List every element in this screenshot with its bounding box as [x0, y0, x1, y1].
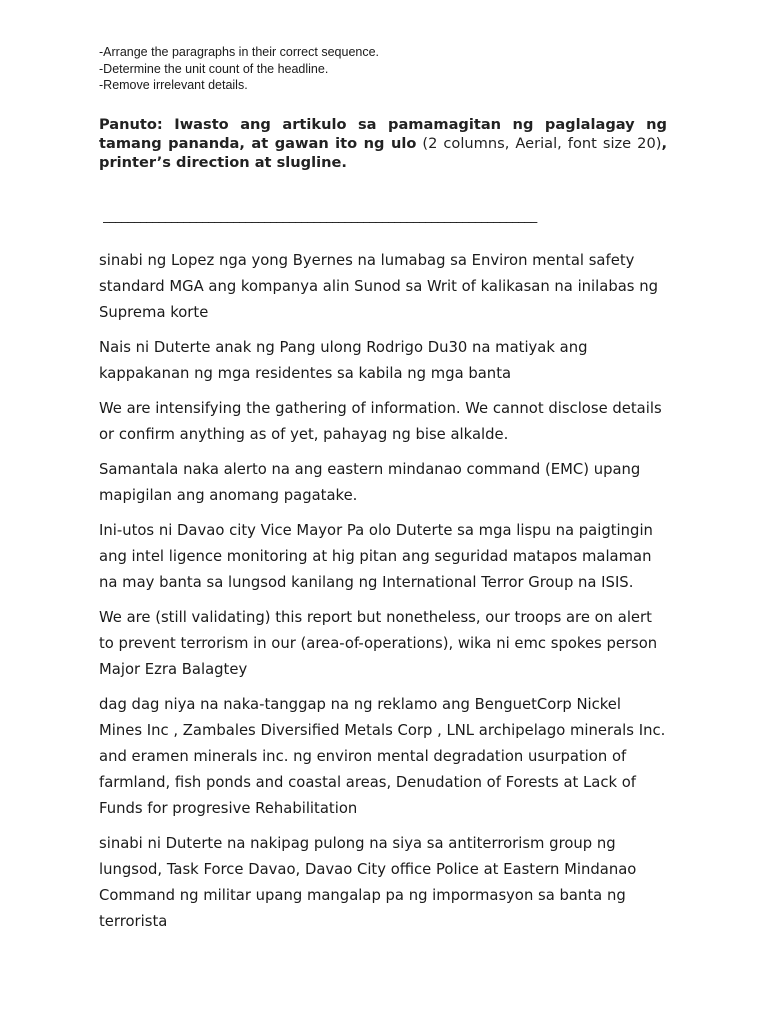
panuto-directions [99, 115, 667, 172]
panuto-bold-text-end: , printer’s direction at slugline. [99, 134, 667, 171]
document-page [99, 44, 667, 944]
instructions-list [99, 44, 667, 94]
instruction-1: -Arrange the paragraphs in their correct sequence. [99, 45, 380, 59]
article-paragraph-5: Ini-utos ni Davao city Vice Mayor Pa olo Duterte sa mga lispu na paigtingin ang intel ligence monitoring at hig pitan ang seguridad matapos malaman na may banta sa lungsod kanilang ng International Terror Group na ISIS. [99, 521, 653, 591]
instruction-2: -Determine the unit count of the headline. [99, 61, 329, 76]
article-paragraph-1: sinabi ng Lopez nga yong Byernes na lumabag sa Environ mental safety standard MGA ang kompanya alin Sunod sa Writ of kalikasan na inilabas ng Suprema korte [99, 251, 658, 321]
panuto-label: Panuto: [99, 115, 163, 133]
panuto-format-note: (2 columns, Aerial, font size 20) [416, 134, 662, 152]
article-paragraph-4: Samantala naka alerto na ang eastern mindanao command (EMC) upang mapigilan ang anomang pagatake. [99, 460, 641, 504]
answer-line: ______________________________________________________________________ [103, 208, 538, 224]
article-paragraph-7: dag dag niya na naka-tanggap na ng reklamo ang BenguetCorp Nickel Mines Inc , Zambales Diversified Metals Corp , LNL archipelago minerals Inc. and eramen minerals inc. ng environ mental degradation usurpation of farmland, fish ponds and coastal areas, Denudation of Forests at Lack of Funds for progresive Rehabilitation [99, 695, 666, 817]
article-paragraph-6: We are (still validating) this report but nonetheless, our troops are on alert to prevent terrorism in our (area-of-operations), wika ni emc spokes person Major Ezra Balagtey [99, 608, 658, 678]
article-paragraphs [99, 248, 667, 935]
article-paragraph-3: We are intensifying the gathering of information. We cannot disclose details or confirm anything as of yet, pahayag ng bise alkalde. [99, 399, 662, 443]
panuto-bold-text: Iwasto ang artikulo sa pamamagitan ng paglalagay ng tamang pananda, at gawan ito ng ulo [99, 115, 667, 152]
instruction-3: -Remove irrelevant details. [99, 78, 248, 92]
article-paragraph-2: Nais ni Duterte anak ng Pang ulong Rodrigo Du30 na matiyak ang kappakanan ng mga residentes sa kabila ng mga banta [99, 338, 588, 382]
article-paragraph-8: sinabi ni Duterte na nakipag pulong na siya sa antiterrorism group ng lungsod, Task Force Davao, Davao City office Police at Eastern Mindanao Command ng militar upang mangalap pa ng impormasyon sa banta ng terrorista [99, 834, 637, 930]
